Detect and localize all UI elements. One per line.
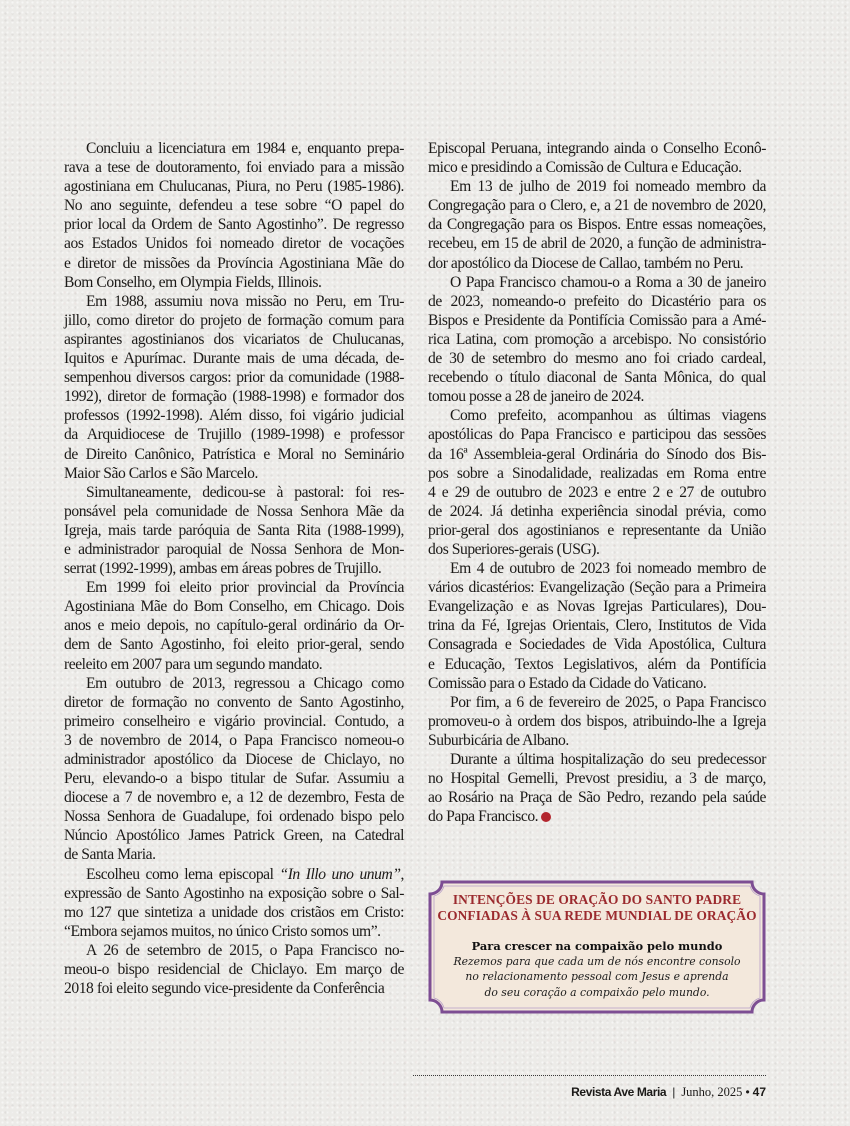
- text-line-content: Bom Conselho, em Olympia Fields, Illinois.: [64, 273, 322, 291]
- text-line-content: dor apostólico da Diocese de Callao, também no Peru.: [428, 254, 744, 272]
- text-line: [64, 597, 404, 616]
- text-line: [428, 464, 766, 483]
- text-line-content: apostólicas do Papa Francisco e participou das sessões: [428, 426, 766, 444]
- text-line: [64, 349, 404, 368]
- text-line-content: e administrador paroquial de Nossa Senhora de Mon-: [64, 540, 404, 558]
- text-line: [428, 788, 766, 807]
- prayer-box-body-line: no relacionamento pessoal com Jesus e aprenda: [465, 970, 729, 984]
- text-line: [64, 158, 404, 177]
- text-line: [64, 559, 404, 578]
- text-line: [64, 445, 404, 464]
- paragraph: [64, 292, 404, 483]
- text-line: [428, 750, 766, 769]
- text-line: [428, 578, 766, 597]
- page-number: 47: [752, 1085, 766, 1099]
- text-line-content: prior local da Ordem de Santo Agostinho”. De regresso: [64, 216, 404, 234]
- text-line: [64, 215, 404, 234]
- text-line: [64, 254, 404, 273]
- text-line: [428, 445, 766, 464]
- text-line-content: Consagrada e Sociedades de Vida Apostólica, Cultura: [428, 636, 766, 654]
- text-line-content: e Educação, Textos Legislativos, além da Pontifícia: [428, 655, 766, 673]
- text-line-content: diocese a 7 de novembro e, a 12 de dezembro, Festa de: [64, 789, 404, 807]
- text-line: [64, 196, 404, 215]
- text-line: [64, 865, 404, 884]
- text-line: [428, 674, 766, 693]
- text-line-content: da 16ª Assembleia-geral Ordinária do Sínodo dos Bis-: [428, 445, 766, 463]
- text-line-content: aspirantes agostinianos dos vicariatos de Chulucanas,: [64, 330, 404, 348]
- text-line: [428, 616, 766, 635]
- text-line-content: professos (1992-1998). Além disso, foi vigário judicial: [64, 407, 404, 425]
- prayer-box-title: [428, 892, 766, 924]
- text-line-content: expressão de Santo Agostinho na exposição sobre o Sal-: [64, 884, 404, 902]
- paragraph: [428, 693, 766, 750]
- paragraph: [428, 273, 766, 407]
- text-line-content: A 26 de setembro de 2015, o Papa Francisco no-: [86, 941, 404, 959]
- page-footer: [571, 1085, 766, 1099]
- text-line-content: serrat (1992-1999), ambas em áreas pobres de Trujillo.: [64, 560, 382, 578]
- text-line-content: Em 13 de julho de 2019 foi nomeado membro da: [450, 178, 766, 196]
- text-line-content: de 30 de setembro do mesmo ano foi criado cardeal,: [428, 350, 766, 368]
- text-line: [428, 731, 766, 750]
- text-line: [64, 826, 404, 845]
- footer-bullet: •: [745, 1085, 750, 1099]
- text-line: [64, 540, 404, 559]
- text-line: [64, 139, 404, 158]
- text-line: [428, 330, 766, 349]
- text-line: [428, 655, 766, 674]
- paragraph: [64, 941, 404, 998]
- text-line: [428, 349, 766, 368]
- text-line-content: vários dicastérios: Evangelização (Seção para a Primeira: [428, 579, 766, 597]
- text-line: [64, 616, 404, 635]
- text-line: [64, 406, 404, 425]
- text-line-content: recebendo o título diaconal de Santa Mônica, do qual: [428, 369, 766, 387]
- text-line-content: 4 e 29 de outubro de 2023 e entre 2 e 27 de outubro: [428, 483, 766, 501]
- text-line-content: Episcopal Peruana, integrando ainda o Conselho Econô-: [428, 140, 766, 157]
- text-line: [64, 578, 404, 597]
- text-line-content: promoveu-o à ordem dos bispos, atribuindo-lhe a Igreja: [428, 712, 766, 730]
- text-line-content: de Direito Canônico, Patrística e Moral no Seminário: [64, 445, 404, 463]
- text-line-content: Evangelização e as Novas Igrejas Particulares), Dou-: [428, 598, 766, 616]
- text-line-content: mico e presidindo a Comissão de Cultura e Educação.: [428, 159, 742, 177]
- text-line: [64, 979, 404, 998]
- text-line-content: “Embora sejamos muitos, no único Cristo somos um”.: [64, 922, 381, 940]
- text-line: [428, 597, 766, 616]
- text-line-content: no Hospital Gemelli, Prevost presidiu, a 3 de março,: [428, 770, 766, 788]
- text-line-content: Maior São Carlos e São Marcelo.: [64, 464, 258, 482]
- text-line-content: sempenhou diversos cargos: prior da comunidade (1988-: [64, 369, 404, 387]
- text-line-content: Em 1988, assumiu nova missão no Peru, em Tru-: [86, 292, 404, 310]
- footer-separator: |: [672, 1085, 676, 1099]
- motto-punctuation: ,: [400, 865, 404, 883]
- paragraph: [64, 674, 404, 865]
- text-line-content: de 2023, nomeando-o prefeito do Dicastério para os: [428, 292, 766, 310]
- text-line-content: prior-geral dos agostinianos e representante da União: [428, 521, 766, 539]
- text-line-content: Núncio Apostólico James Patrick Green, na Catedral: [64, 827, 404, 845]
- text-line-content: mo 127 que sintetiza a unidade dos cristãos em Cristo:: [64, 903, 404, 921]
- text-line: [428, 158, 766, 177]
- text-line: [64, 884, 404, 903]
- text-line-content: Bispos e Presidente da Pontifícia Comissão para a Amé-: [428, 311, 766, 329]
- text-line: [428, 807, 766, 826]
- text-line: [428, 425, 766, 444]
- magazine-name: Revista Ave Maria: [571, 1085, 667, 1099]
- text-line: [64, 674, 404, 693]
- text-line: [428, 368, 766, 387]
- text-line: [64, 177, 404, 196]
- text-line: [64, 425, 404, 444]
- text-line: [64, 311, 404, 330]
- text-line: [64, 502, 404, 521]
- text-line-content: 3 de novembro de 2014, o Papa Francisco nomeou-o: [64, 731, 404, 749]
- prayer-box-title-line: INTENÇÕES DE ORAÇÃO DO SANTO PADRE: [452, 892, 742, 907]
- text-line: [64, 464, 404, 483]
- text-line: [64, 483, 404, 502]
- text-line: [428, 769, 766, 788]
- text-line-content: Em outubro de 2013, regressou a Chicago como: [86, 674, 404, 692]
- text-line: [64, 368, 404, 387]
- text-line: [64, 521, 404, 540]
- text-line: [428, 540, 766, 559]
- paragraph: [64, 865, 404, 941]
- text-line: [428, 635, 766, 654]
- text-line-content: recebeu, em 15 de abril de 2020, a função de administra-: [428, 235, 766, 253]
- text-line: [64, 903, 404, 922]
- text-line: [428, 712, 766, 731]
- text-line-content: jillo, como diretor do projeto de formação comum para: [64, 311, 404, 329]
- episcopal-motto: “In Illo uno unum”: [279, 865, 401, 883]
- paragraph: [64, 139, 404, 292]
- prayer-box-body: [428, 954, 766, 1000]
- text-line-content: 1992), diretor de formação (1988-1998) e formador dos: [64, 388, 404, 406]
- text-line-content: Suburbicária de Albano.: [428, 731, 569, 749]
- text-line-content: administrador apostólico da Diocese de Chiclayo, no: [64, 751, 404, 768]
- text-line-content: do Papa Francisco.: [428, 808, 539, 826]
- paragraph: [64, 578, 404, 673]
- text-line-content: Como prefeito, acompanhou as últimas viagens: [450, 407, 766, 425]
- text-line-content: anos e meio depois, no capítulo-geral ordinário da Or-: [64, 617, 404, 635]
- text-line: [64, 655, 404, 674]
- text-line-content: rava a tese de doutoramento, foi enviado para a missão: [64, 159, 404, 177]
- text-line: [64, 635, 404, 654]
- text-line: [64, 234, 404, 253]
- text-line: [428, 406, 766, 425]
- text-line: [428, 292, 766, 311]
- text-line: [428, 139, 766, 158]
- prayer-intentions-box: [428, 880, 766, 1014]
- text-line: [428, 215, 766, 234]
- text-line: [64, 273, 404, 292]
- issue-date: Junho, 2025: [681, 1085, 743, 1099]
- text-line: [428, 234, 766, 253]
- text-line-content: reeleito em 2007 para um segundo mandato.: [64, 655, 323, 673]
- text-line-content: da Arquidiocese de Trujillo (1989-1998) e professor: [64, 426, 404, 444]
- text-line-content: Nossa Senhora de Guadalupe, foi ordenado bispo pelo: [64, 808, 404, 826]
- paragraph: [428, 139, 766, 177]
- text-line-content: Durante a última hospitalização do seu predecessor: [450, 751, 766, 768]
- text-line: [428, 196, 766, 215]
- text-line-content: Em 1999 foi eleito prior provincial da Província: [86, 579, 404, 597]
- text-line-content: de Santa Maria.: [64, 846, 156, 864]
- text-line: [64, 693, 404, 712]
- text-line: [64, 960, 404, 979]
- text-line-content: dos Superiores-gerais (USG).: [428, 540, 600, 558]
- prayer-box-subtitle: Para crescer na compaixão pelo mundo: [471, 939, 723, 953]
- prayer-box-body-line: Rezemos para que cada um de nós encontre consolo: [453, 955, 741, 968]
- text-line-content: aos Estados Unidos foi nomeado diretor de vocações: [64, 235, 404, 253]
- text-line-content: tomou posse a 28 de janeiro de 2024.: [428, 388, 644, 406]
- prayer-box-title-line: CONFIADAS À SUA REDE MUNDIAL DE ORAÇÃO: [437, 908, 757, 923]
- text-line: [428, 502, 766, 521]
- text-line-content: e diretor de missões da Província Agostiniana Mãe do: [64, 254, 404, 272]
- end-of-article-dot-icon: [541, 812, 551, 822]
- right-column: [428, 139, 766, 826]
- text-line: [428, 693, 766, 712]
- text-line-content: Igreja, mais tarde paróquia de Santa Rita (1988-1999),: [64, 521, 404, 539]
- text-line-content: rica Latina, com promoção a arcebispo. No consistório: [428, 330, 766, 348]
- text-line: [428, 273, 766, 292]
- text-line-content: ao Rosário na Praça de São Pedro, rezando pela saúde: [428, 789, 766, 807]
- text-line-content: primeiro conselheiro e vigário provincial. Contudo, a: [64, 712, 404, 730]
- footer-dotted-rule: [413, 1075, 766, 1076]
- text-line: [64, 807, 404, 826]
- paragraph: [428, 406, 766, 559]
- left-column: [64, 139, 404, 998]
- text-line-content: da Congregação para os Bispos. Entre essas nomeações,: [428, 216, 766, 234]
- text-line-content: trina da Fé, Igrejas Orientais, Clero, Institutos de Vida: [428, 617, 766, 635]
- text-line: [64, 750, 404, 769]
- text-line: [64, 941, 404, 960]
- text-line: [64, 788, 404, 807]
- text-line-content: Iquitos e Apurímac. Durante mais de uma década, de-: [64, 350, 404, 368]
- text-line-content: Comissão para o Estado da Cidade do Vaticano.: [428, 674, 707, 692]
- text-line-content: O Papa Francisco chamou-o a Roma a 30 de janeiro: [450, 273, 766, 291]
- text-line-content: dem de Santo Agostinho, foi eleito prior-geral, sendo: [64, 636, 404, 654]
- text-line-content: Agostiniana Mãe do Bom Conselho, em Chicago. Dois: [64, 598, 404, 616]
- text-line-content: Concluiu a licenciatura em 1984 e, enquanto prepa-: [86, 140, 404, 157]
- text-line: [64, 731, 404, 750]
- text-line-content: Simultaneamente, dedicou-se à pastoral: foi res-: [86, 483, 404, 501]
- text-line-content: agostiniana em Chulucanas, Piura, no Peru (1985-1986).: [64, 178, 404, 196]
- text-line-content: ponsável pela comunidade de Nossa Senhora Mãe da: [64, 502, 404, 520]
- paragraph: [428, 177, 766, 272]
- text-line-content: Por fim, a 6 de fevereiro de 2025, o Papa Francisco: [450, 693, 766, 711]
- text-line-content: meou-o bispo residencial de Chiclayo. Em março de: [64, 961, 404, 979]
- text-line: [428, 483, 766, 502]
- text-line: [64, 845, 404, 864]
- text-line: [428, 387, 766, 406]
- text-line: [428, 177, 766, 196]
- text-line-content: Peru, elevando-o a bispo titular de Sufar. Assumiu a: [64, 770, 404, 788]
- text-line-content: pos sobre a Sinodalidade, realizadas em Roma entre: [428, 464, 766, 482]
- text-line: [64, 292, 404, 311]
- motto-intro: Escolheu como lema episcopal: [86, 865, 280, 883]
- text-line: [428, 311, 766, 330]
- text-line-content: Em 4 de outubro de 2023 foi nomeado membro de: [450, 560, 766, 578]
- text-line: [428, 521, 766, 540]
- text-line-content: diretor de formação no convento de Santo Agostinho,: [64, 693, 404, 711]
- paragraph: [64, 483, 404, 578]
- text-line-content: No ano seguinte, defendeu a tese sobre “O papel do: [64, 197, 404, 215]
- text-line: [428, 254, 766, 273]
- text-line: [64, 922, 404, 941]
- text-line: [428, 559, 766, 578]
- paragraph: [428, 559, 766, 693]
- text-line-content: 2018 foi eleito segundo vice-presidente da Conferência: [64, 980, 385, 998]
- text-line-content: Congregação para o Clero, e, a 21 de novembro de 2020,: [428, 197, 766, 215]
- text-line-content: de 2024. Já detinha experiência sinodal prévia, como: [428, 502, 766, 520]
- text-line: [64, 769, 404, 788]
- text-line: [64, 712, 404, 731]
- prayer-box-body-line: do seu coração a compaixão pelo mundo.: [484, 985, 710, 999]
- paragraph: [428, 750, 766, 826]
- text-line: [64, 330, 404, 349]
- text-line: [64, 387, 404, 406]
